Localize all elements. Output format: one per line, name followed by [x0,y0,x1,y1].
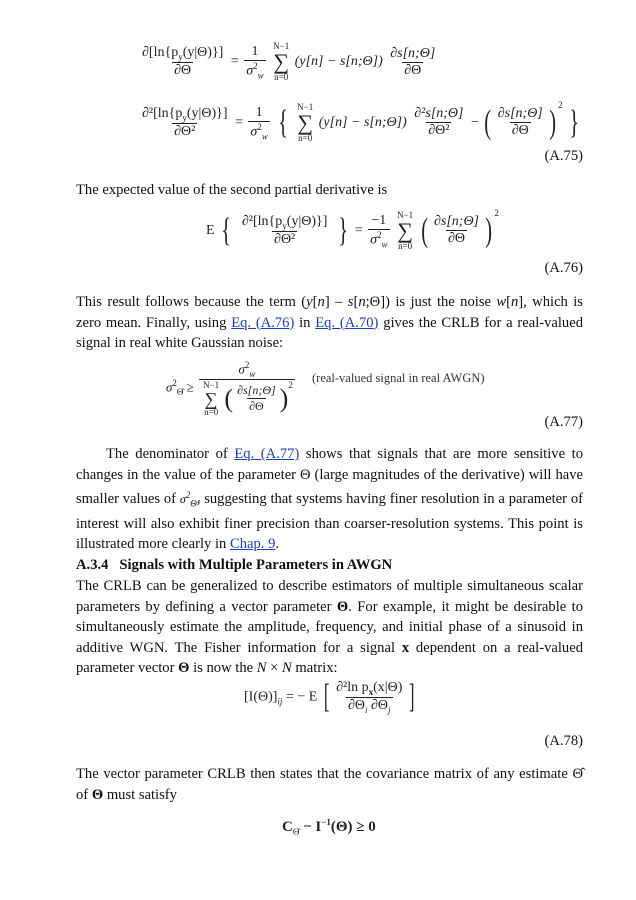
fraction: $\frac{-1}{\sigma^2_w}$ [370,212,388,250]
equation-a75-line1: $\frac{\partial[\ln\{p_y(y|\Theta)\}]}{\partial\Theta}$ = $\frac{1}{\sigma^2_w}$ N−1 ∑ n=0 (y[n] − s[n;Θ]) $\frac{\partial s[n;\Theta]}{\partial\Theta}$ [142,41,436,82]
equation-a75-line2: $\frac{\partial^2[\ln\{p_y(y|\Theta)\}]}{\text{∂Θ²}}$ = $\frac{1}{\sigma^2_w}$ { N−1 ∑ n=0 (y[n] − s[n;Θ]) $\frac{\text{∂²s[n;Θ]}}{\text{∂Θ²}}$ − ( $\frac{\partial s[n;\Theta]}{\partial\Theta}$ ) $^2$ } [142,100,580,143]
summation: N−1 ∑ n=0 [273,41,290,82]
fraction: $\frac{\partial[\ln\{p_y(y|\Theta)\}]}{\partial\Theta}$ [142,45,224,78]
fraction: $\frac{\partial^2\ln p_x(x|\Theta)}{\partial\Theta_i \partial\Theta_j}$ [336,680,403,715]
equation-number-a78: (A.78) [544,733,583,749]
link-eq-a77[interactable]: Eq. (A.77) [234,446,300,462]
fraction: $\frac{\partial^2[\ln\{p_y(y|\Theta)\}]}{\text{∂Θ²}}$ [142,105,228,139]
summation: N−1 ∑ n=0 [297,101,314,143]
summation: N−1 ∑ n=0 [397,209,414,251]
link-chap-9[interactable]: Chap. 9 [230,536,276,553]
fraction: $\frac{1}{\sigma^2_w}$ [250,104,268,142]
paragraph: This result follows because the term (y[n] – s[n;Θ]) is just the noise w[n], which is zero mean. Finally, using Eq. (A.76) in Eq. (A.70) gives the CRLB for a real-valued signal in real white Gaussian noise: [76,294,584,351]
fraction: $\frac{\partial s[n;\Theta]}{\partial\Theta}$ [390,45,436,78]
fraction: $\frac{\partial^2[\ln\{p_y(y|\Theta)\}]}{\text{∂Θ²}}$ [241,213,328,247]
paragraph: The vector parameter CRLB then states that the covariance matrix of any estimate Θ̂ of Θ must satisfy [76,766,583,803]
summation: N−1 ∑ n=0 [203,379,220,417]
fraction: $\sigma^2_w$ N−1 ∑ n=0 ( $\frac{\partial s[n;\Theta]}{\partial\Theta}$ )$^2$ [199,360,295,417]
equation-number-a76: (A.76) [544,260,583,276]
equation-a78: $[I(\Theta)]_{ij}$ = − E [ $\frac{\partial^2\ln p_x(x|\Theta)}{\partial\Theta_i \partial\Theta_j}$ ] [244,678,415,716]
paragraph: The denominator of Eq. (A.77) shows that signals that are more sensitive to changes in the value of the parameter Θ (large magnitudes of the derivative) will have smaller values of $\sigma^2_{\Thetâ}$, suggesting that systems having finer resolution in a parameter of interest will also exhibit finer precision than coarser-resolution systems. This point is illustrated more clearly in Chap. 9. [76,446,583,553]
equation-a77: $\sigma^2_{\Thetâ}$ ≥ $\sigma^2_w$ N−1 ∑ n=0 ( $\frac{\partial s[n;\Theta]}{\partial\Theta}$ )$^2$ [166,360,293,417]
sigma-theta-hat-symbol: $\sigma^2_{\Thetâ}$ [179,490,197,509]
equation-a76: E { $\frac{\partial^2[\ln\{p_y(y|\Theta)\}]}{\text{∂Θ²}}$ } = $\frac{-1}{\sigma^2_w}$ N−1 ∑ n=0 ( $\frac{\partial s[n;\Theta]}{\partial\Theta}$ ) $^2$ [206,208,499,251]
link-eq-a70[interactable]: Eq. (A.70) [315,314,379,331]
paragraph: The expected value of the second partial derivative is [76,182,388,198]
equation-number-a77: (A.77) [544,414,583,430]
fraction: $\frac{\partial s[n;\Theta]}{\partial\Theta}$ [433,214,480,247]
fraction: $\frac{1}{\sigma^2_w}$ [246,43,264,81]
section-heading: A.3.4 Signals with Multiple Parameters in AWGN [76,557,393,573]
paragraph: The CRLB can be generalized to describe estimators of multiple simultaneous scalar parameters by defining a vector parameter Θ. For example, it might be desirable to simultaneously estimate the amplitude, frequency, and initial phase of a sinusoid in additive WGN. The Fisher information for a signal x dependent on a real-valued parameter vector Θ is now the N × N matrix: [76,578,583,676]
equation-a77-note: (real-valued signal in real AWGN) [312,371,485,385]
link-eq-a76[interactable]: Eq. (A.76) [231,314,295,331]
fraction: $\frac{\partial s[n;\Theta]}{\partial\Theta}$ [237,383,276,414]
fraction: $\frac{\partial s[n;\Theta]}{\partial\Theta}$ [497,106,543,139]
equation-covariance-bound: $C_{\Thetâ} - I^{-1}(\Theta) \ge 0$ [282,817,376,837]
fraction: $\frac{\text{∂²s[n;Θ]}}{\text{∂Θ²}}$ [414,106,464,139]
equation-number-a75: (A.75) [544,148,583,164]
